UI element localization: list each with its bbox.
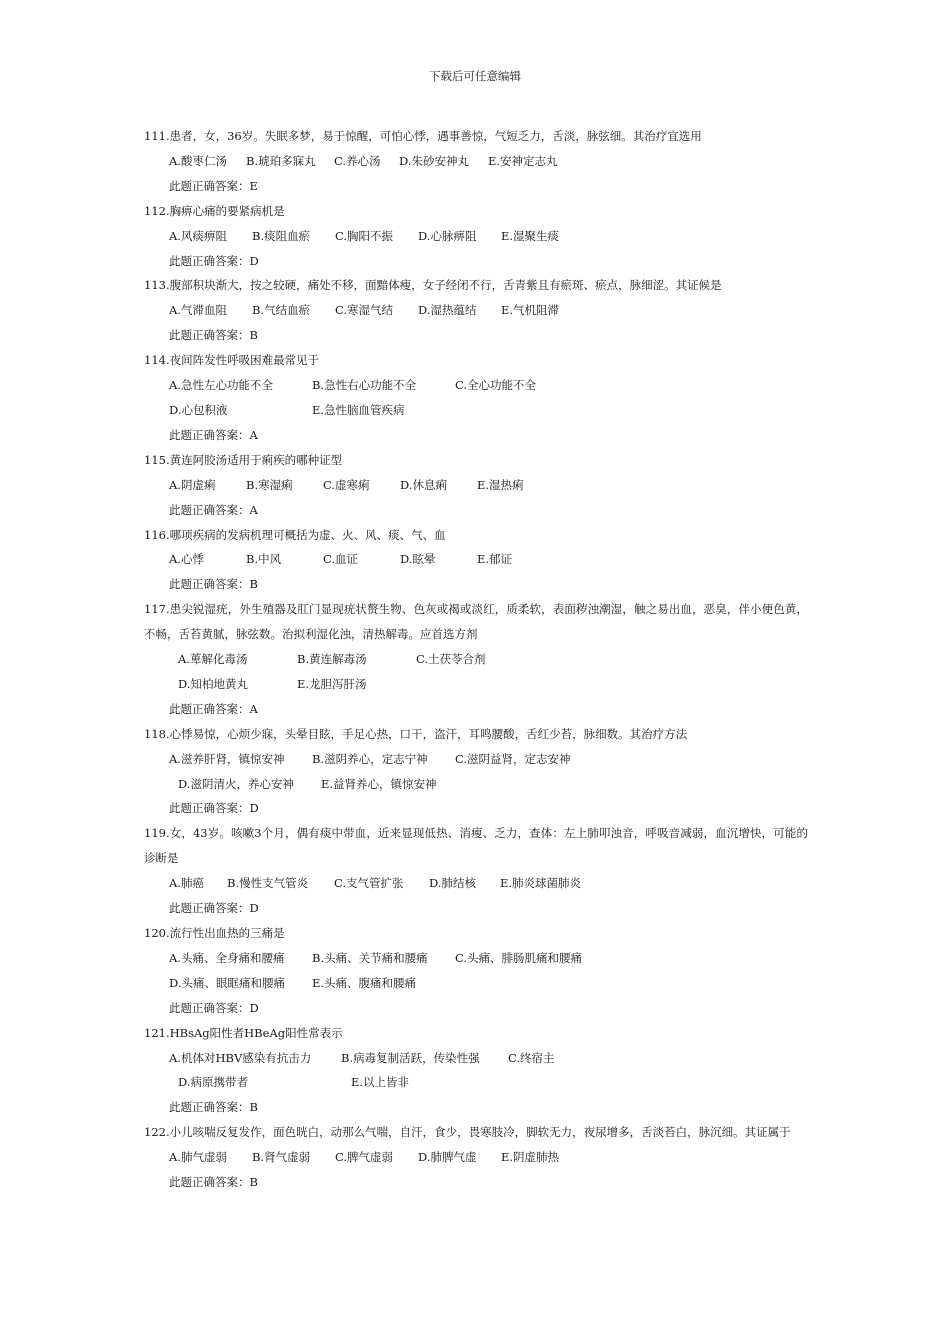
option-c: C.土茯苓合剂 [416,652,486,667]
answer: 此题正确答案：D [169,1000,259,1015]
option-d: D.心脉痹阻 [418,228,477,243]
option-d: D.知柏地黄丸 [178,676,248,691]
option-e: E.湿聚生痰 [501,228,560,243]
question-stem: 111.患者，女，36岁。失眠多梦，易于惊醒，可怕心悸，遇事善惊，气短乏力，舌淡，脉弦细。其治疗宜选用 [144,129,702,143]
page-header: 下载后可任意编辑 [429,69,521,83]
options-row [144,547,808,572]
option-d: D.朱砂安神丸 [399,153,469,168]
option-b: B.痰阻血瘀 [252,228,311,243]
options-row [144,747,808,772]
options-row [144,1145,808,1170]
option-d: D.病原携带者 [178,1075,248,1090]
answer: 此题正确答案：D [169,253,259,268]
answer: 此题正确答案：B [169,1100,258,1115]
option-e: E.湿热痢 [477,477,524,492]
question-stem: 122.小儿咳喘反复发作，面色晄白，动那么气喘，自汗，食少，畏寒肢冷，脚软无力，夜尿增多，舌淡苔白，脉沉细。其证属于 [144,1125,791,1140]
question-117 [144,597,808,722]
options-row [144,1070,808,1095]
option-d: D.肺结核 [429,876,476,891]
question-120 [144,921,808,1021]
option-c: C.支气管扩张 [334,876,404,891]
option-d: D.滋阴清火，养心安神 [178,776,294,791]
options-row [144,772,808,797]
answer: 此题正确答案：B [169,328,258,343]
answer: 此题正确答案：D [169,801,259,816]
options-row [144,373,808,398]
question-113 [144,273,808,348]
option-d: D.眩晕 [400,552,436,567]
option-c: C.全心功能不全 [455,378,537,393]
option-e: E.以上皆非 [351,1075,410,1090]
question-stem: 113.腹部积块渐大，按之较硬，痛处不移，面黯体瘦，女子经闭不行，舌青紫且有瘀斑、瘀点，脉细涩。其证候是 [144,278,722,293]
question-stem: 119.女，43岁。咳嗽3个月，偶有痰中带血，近来显现低热、消瘦、乏力，查体：左上肺叩浊音，呼吸音减弱，血沉增快，可能的诊断是 [144,826,808,866]
option-d: D.头痛、眼眶痛和腰痛 [169,975,285,990]
answer: 此题正确答案：A [169,427,258,442]
question-stem: 114.夜间阵发性呼吸困难最常见于 [144,353,320,368]
question-stem: 118.心悸易惊，心烦少寐，头晕目眩，手足心热，口干，盗汗，耳鸣腰酸，舌红少苔，脉细数。其治疗方法 [144,726,688,741]
option-d: D.湿热蕴结 [418,303,477,318]
options-row [144,971,808,996]
option-a: A.头痛、全身痛和腰痛 [169,950,285,965]
option-b: B.黄连解毒汤 [297,652,367,667]
options-row [144,224,808,249]
option-b: B.滋阴养心，定志宁神 [312,751,428,766]
option-e: E.气机阻滞 [501,303,560,318]
question-stem: 121.HBsAg阳性者HBeAg阳性常表示 [144,1025,343,1040]
option-d: D.肺脾气虚 [418,1150,477,1165]
option-b: B.寒湿痢 [246,477,293,492]
question-118 [144,722,808,822]
option-d: D.休息痢 [400,477,447,492]
answer: 此题正确答案：D [169,901,259,916]
option-c: C.血证 [323,552,359,567]
option-c: C.寒湿气结 [335,303,394,318]
option-e: E.肺炎球菌肺炎 [500,876,582,891]
option-a: A.酸枣仁汤 [169,153,227,168]
option-b: B.慢性支气管炎 [227,876,309,891]
question-119 [144,821,808,921]
option-a: A.肺癌 [169,876,204,891]
question-stem: 120.流行性出血热的三痛是 [144,926,285,940]
option-b: B.气结血瘀 [252,303,311,318]
option-e: E.郁证 [477,552,513,567]
answer: 此题正确答案：A [169,701,258,716]
option-c: C.虚寒痢 [323,477,370,492]
option-c: C.养心汤 [334,153,381,168]
option-a: A.滋养肝肾，镇惊安神 [169,751,285,766]
question-122 [144,1120,808,1195]
options-row [144,149,808,174]
option-b: B.急性右心功能不全 [312,378,417,393]
option-b: B.琥珀多寐丸 [246,153,316,168]
answer: 此题正确答案：B [169,1175,258,1190]
question-116 [144,523,808,598]
question-115 [144,448,808,523]
document-page [144,65,808,1195]
option-a: A.心悸 [169,552,204,567]
option-a: A.萆解化毒汤 [178,652,248,667]
answer: 此题正确答案：A [169,502,258,517]
question-114 [144,348,808,448]
question-stem: 115.黄连阿胶汤适用于痢疾的哪种证型 [144,452,343,467]
options-row [144,298,808,323]
option-e: E.阴虚肺热 [501,1150,560,1165]
option-b: B.肾气虚弱 [252,1150,311,1165]
question-stem: 112.胸痹心痛的要紧病机是 [144,203,285,218]
options-row [144,647,808,672]
option-c: C.滋阴益肾，定志安神 [455,751,571,766]
option-a: A.机体对HBV感染有抗击力 [169,1050,312,1065]
options-row [144,398,808,423]
options-row [144,473,808,498]
option-e: E.安神定志丸 [488,153,558,168]
option-d: D.心包积液 [169,402,228,417]
option-b: B.头痛、关节痛和腰痛 [312,950,428,965]
option-e: E.龙胆泻肝汤 [297,676,367,691]
answer: 此题正确答案：E [169,178,258,193]
question-121 [144,1021,808,1121]
option-a: A.阴虚痢 [169,477,216,492]
option-e: E.急性脑血管疾病 [312,402,405,417]
options-row [144,946,808,971]
option-a: A.肺气虚弱 [169,1150,227,1165]
question-stem: 117.患尖锐湿疣，外生殖器及肛门显现疣状赘生物、色灰或褐或淡红，质柔软，表面秽浊潮湿，触之易出血，恶臭，伴小便色黄，不畅，舌苔黄腻，脉弦数。治拟利湿化浊，清热解毒。应首选方剂 [144,602,808,642]
options-row [144,1046,808,1071]
question-112 [144,199,808,274]
option-a: A.急性左心功能不全 [169,378,273,393]
option-e: E.益肾养心，镇惊安神 [321,776,437,791]
answer: 此题正确答案：B [169,577,258,592]
option-c: C.胸阳不振 [335,228,394,243]
option-a: A.气滞血阻 [169,303,227,318]
option-b: B.中风 [246,552,282,567]
question-111 [144,124,808,199]
options-row [144,871,808,896]
question-stem: 116.哪项疾病的发病机理可概括为虚、火、风、痰、气、血 [144,527,446,542]
options-row [144,672,808,697]
option-e: E.头痛、腹痛和腰痛 [312,975,417,990]
option-c: C.头痛、腓肠肌痛和腰痛 [455,950,583,965]
option-a: A.风痰痹阻 [169,228,227,243]
option-c: C.终宿主 [508,1050,555,1065]
option-b: B.病毒复制活跃，传染性强 [341,1050,480,1065]
option-c: C.脾气虚弱 [335,1150,394,1165]
